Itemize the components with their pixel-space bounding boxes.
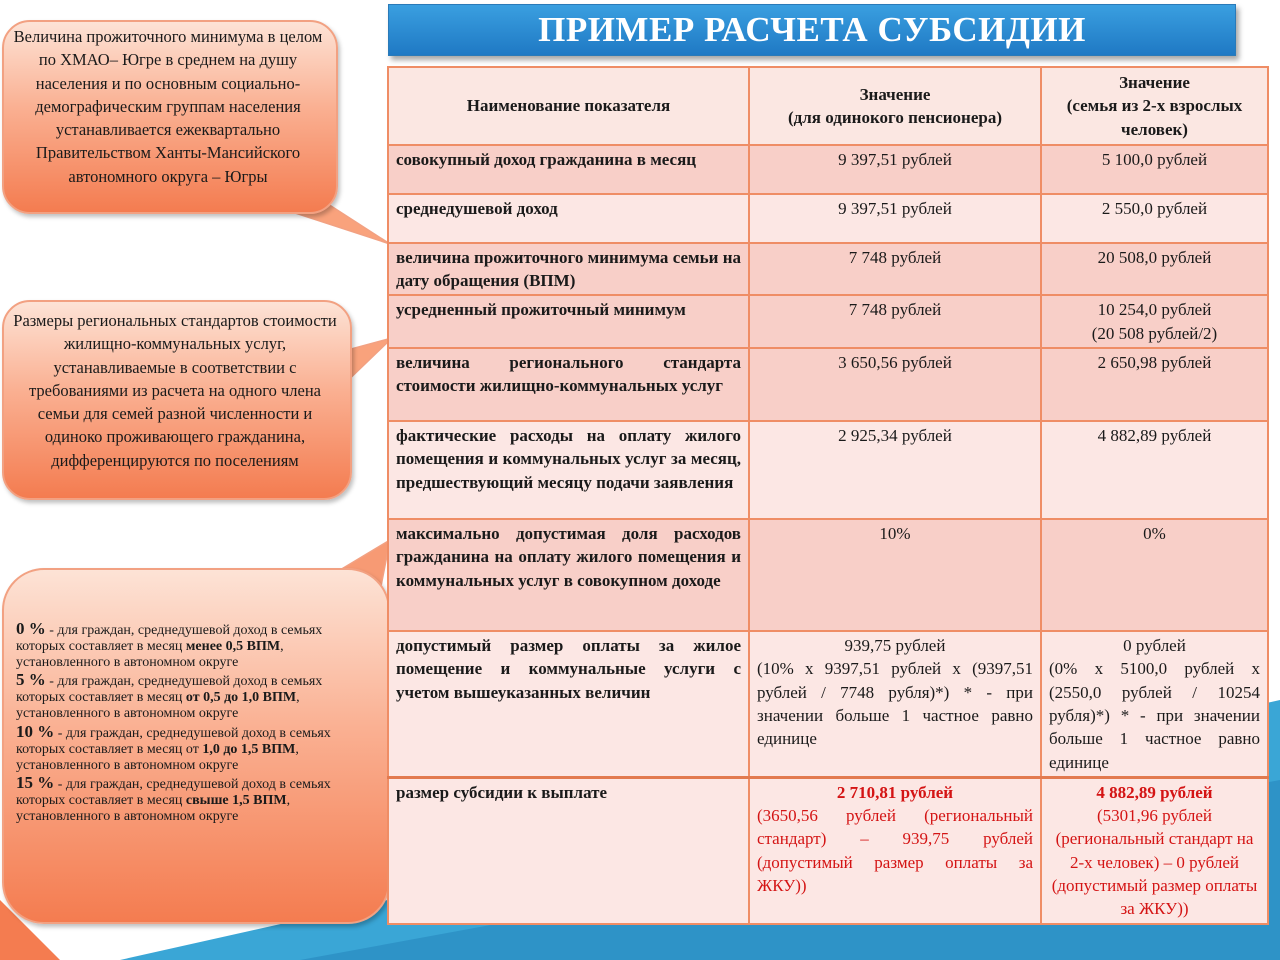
header-pensioner: Значение (для одинокого пенсионера): [749, 67, 1041, 145]
result-family: 4 882,89 рублей (5301,96 рублей (региональный стандарт на 2-х человек) – 0 рублей (допустимый размер оплаты за ЖКУ)): [1041, 777, 1268, 923]
value-pensioner: 7 748 рублей: [749, 243, 1041, 296]
page-title: ПРИМЕР РАСЧЕТА СУБСИДИИ: [388, 4, 1236, 56]
table-row: [388, 421, 1268, 519]
value-family: 5 100,0 рублей: [1041, 145, 1268, 194]
table-row: [388, 194, 1268, 243]
value-pensioner: 939,75 рублей (10% х 9397,51 рублей х (9397,51 рублей / 7748 рубля)*) * - при значении больше 1 частное равно единице: [749, 631, 1041, 777]
row-label: усредненный прожиточный минимум: [388, 295, 749, 348]
header-indicator: Наименование показателя: [388, 67, 749, 145]
row-label: среднедушевой доход: [388, 194, 749, 243]
row-label: допустимый размер оплаты за жилое помещение и коммунальные услуги с учетом вышеуказанных величин: [388, 631, 749, 777]
table-row: [388, 348, 1268, 421]
row-label: величина прожиточного минимума семьи на дату обращения (ВПМ): [388, 243, 749, 296]
table-row: [388, 631, 1268, 777]
table-row: [388, 243, 1268, 296]
callout-text-shares: [16, 621, 374, 826]
table-row-result: [388, 777, 1268, 923]
value-family: 2 550,0 рублей: [1041, 194, 1268, 243]
header-family: Значение (семья из 2-х взрослых человек): [1041, 67, 1268, 145]
value-family: 10 254,0 рублей (20 508 рублей/2): [1041, 295, 1268, 348]
value-family: 2 650,98 рублей: [1041, 348, 1268, 421]
row-label: величина регионального стандарта стоимости жилищно-коммунальных услуг: [388, 348, 749, 421]
share-item-10: 10 % - для граждан, среднедушевой доход в семьях которых составляет в месяц от 1,0 до 1,5 ВПМ, установленного в автономном округе: [16, 721, 331, 773]
table-row: [388, 295, 1268, 348]
value-family: 0%: [1041, 519, 1268, 631]
value-pensioner: 7 748 рублей: [749, 295, 1041, 348]
value-family: 4 882,89 рублей: [1041, 421, 1268, 519]
callout-text-subsistence: Величина прожиточного минимума в целом по ХМАО– Югре в среднем на душу населения и по основным социально-демографическим группам населения устанавливается ежеквартально Правительством Ханты-Мансийского автономного округа – Югры: [13, 27, 323, 186]
value-pensioner: 3 650,56 рублей: [749, 348, 1041, 421]
value-family: 20 508,0 рублей: [1041, 243, 1268, 296]
row-label: совокупный доход гражданина в месяц: [388, 145, 749, 194]
table-row: [388, 145, 1268, 194]
result-pensioner: 2 710,81 рублей (3650,56 рублей (региональный стандарт) – 939,75 рублей (допустимый размер оплаты за ЖКУ)): [749, 777, 1041, 923]
row-label: максимально допустимая доля расходов гражданина на оплату жилого помещения и коммунальных услуг в совокупном доходе: [388, 519, 749, 631]
share-item-15: 15 % - для граждан, среднедушевой доход в семьях которых составляет в месяц свыше 1,5 ВПМ, установленного в автономном округе: [16, 772, 331, 825]
value-family: 0 рублей (0% х 5100,0 рублей х (2550,0 рублей / 10254 рубля)*) * - при значении больше 1 частное равно единице: [1041, 631, 1268, 777]
value-pensioner: 10%: [749, 519, 1041, 631]
row-label: размер субсидии к выплате: [388, 777, 749, 923]
table-row: [388, 519, 1268, 631]
value-pensioner: 9 397,51 рублей: [749, 194, 1041, 243]
share-item-5: 5 % - для граждан, среднедушевой доход в семьях которых составляет в месяц от 0,5 до 1,0 ВПМ, установленного в автономном округе: [16, 670, 323, 722]
row-label: фактические расходы на оплату жилого помещения и коммунальных услуг за месяц, предшествующий месяцу подачи заявления: [388, 421, 749, 519]
value-pensioner: 9 397,51 рублей: [749, 145, 1041, 194]
share-item-0: 0 % - для граждан, среднедушевой доход в семьях которых составляет в месяц менее 0,5 ВПМ, установленного в автономном округе: [16, 619, 323, 671]
value-pensioner: 2 925,34 рублей: [749, 421, 1041, 519]
callout-text-standards: Размеры региональных стандартов стоимости жилищно-коммунальных услуг, устанавливаемые в соответствии с требованиями из расчета на одного члена семьи для семей разной численности и одиноко проживающего гражданина, дифференцируются по поселениям: [13, 311, 337, 470]
subsidy-table: [387, 66, 1269, 925]
